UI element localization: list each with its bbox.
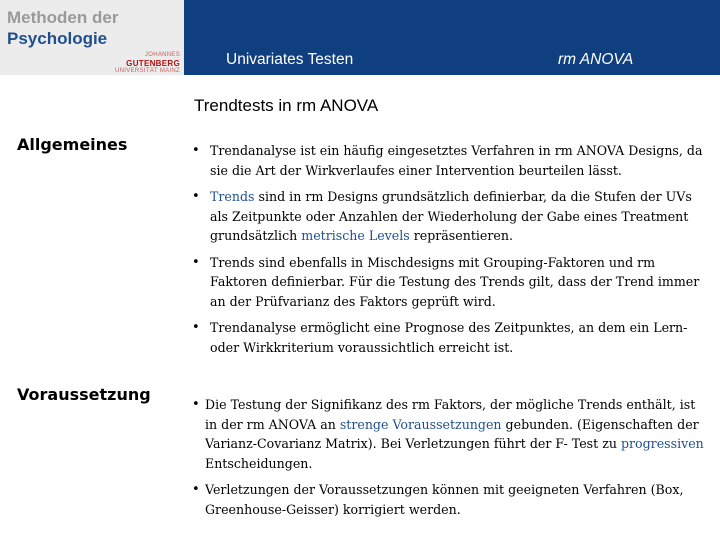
bullet-item [191,480,707,519]
bullet-text: Trendanalyse ist ein häufig eingesetztes Verfahren in rm ANOVA Designs, da sie die Art der Wirkverlaufes einer Intervention beurteilen lässt. [210,143,703,178]
bullet-text-highlight: metrische Levels [301,228,410,243]
section-label-allgemeines: Allgemeines [17,135,128,154]
section-label-voraussetzung: Voraussetzung [17,385,151,404]
bullet-text: Entscheidungen. [205,455,313,471]
university-logo-line1: JOHANNES [144,52,180,58]
university-logo-line2: GUTENBERG [126,59,180,68]
bullet-text: Die Testung der Signifikanz des rm Faktors, der mögliche Trends enthält, ist in der rm ANOVA an [205,397,696,432]
bullet-text: repräsentieren. [409,228,513,243]
bullet-text: Trendanalyse ermöglicht eine Prognose des Zeitpunktes, an dem ein Lern- oder Wirkkriterium voraussichtlich erreicht ist. [210,320,688,355]
bullet-text: sind in rm Designs grundsätzlich definierbar, da die Stufen der UVs als Zeitpunkte oder Anzahlen der Wiederholung der Gabe eines Treatment grundsätzlich [210,189,692,243]
bullet-text: gebunden. (Eigenschaften der Varianz-Covarianz Matrix). Bei Verletzungen führt der F- Test zu [205,416,699,451]
bullet-list-allgemeines [191,141,703,364]
slide-title: Trendtests in rm ANOVA [194,96,379,115]
logo-box [0,0,184,75]
bullet-text: Trends sind ebenfalls in Mischdesigns mit Grouping-Faktoren und rm Faktoren definierbar. Für die Testung des Trends gilt, dass der Trend immer an der Prüfvarianz des Faktors geprüft wird. [210,254,700,309]
bullet-item [191,141,703,180]
bullet-item [191,318,703,357]
bullet-item [191,395,707,473]
header-title: Univariates Testen [226,51,354,68]
university-logo-line3: UNIVERSITÄT MAINZ [115,68,180,74]
university-logo [114,52,180,74]
bullet-item [191,253,703,312]
bullet-text-highlight: progressiven [620,436,704,451]
bullet-item [191,187,703,246]
header-topic: rm ANOVA [558,51,634,68]
bullet-text-highlight: strenge Voraussetzungen [339,416,502,432]
department-name-line2: Psychologie [7,29,108,48]
bullet-text: Verletzungen der Voraussetzungen können mit geeigneten Verfahren (Box, Greenhouse-Geisser) korrigiert werden. [205,482,684,517]
department-name-line1: Methoden der [7,8,119,27]
bullet-text-highlight: Trends [210,189,255,204]
bullet-list-voraussetzung [191,395,707,526]
header-bar [0,0,720,75]
